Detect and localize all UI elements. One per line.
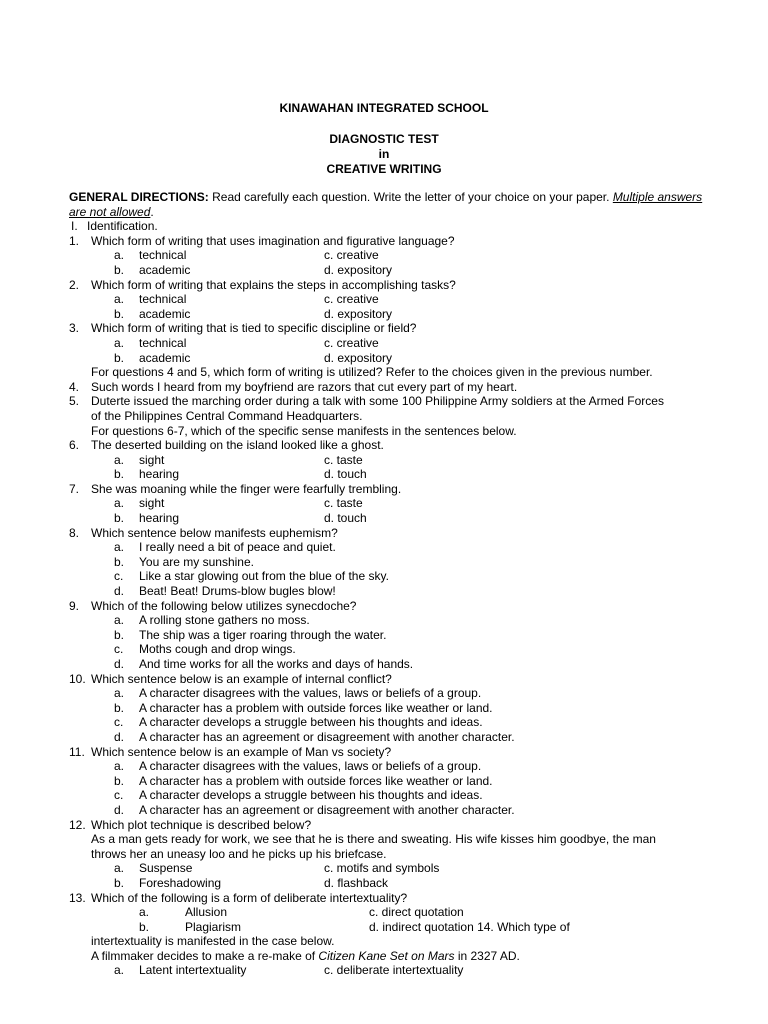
- option-text: c. taste: [324, 452, 363, 467]
- option-text: Latent intertextuality: [139, 963, 247, 978]
- option-letter: b.: [114, 511, 125, 526]
- question-10: [69, 672, 709, 687]
- option-text: Suspense: [139, 861, 193, 876]
- option-letter: a.: [114, 963, 125, 978]
- passage-line: [69, 832, 709, 847]
- question-number: 4.: [69, 379, 80, 394]
- question-12: [69, 818, 709, 833]
- option-text: d. flashback: [324, 875, 389, 890]
- option-letter: b.: [114, 627, 125, 642]
- directions-emphasis: Multiple answers are not allowed: [69, 190, 703, 219]
- option-text: A character has an agreement or disagreement with another character.: [139, 729, 515, 744]
- option-row: [69, 248, 709, 263]
- option-letter: d.: [114, 802, 125, 817]
- document-header: [0, 101, 768, 177]
- question-text: of the Philippines Central Command Headquarters.: [91, 408, 363, 423]
- note-text: For questions 6-7, which of the specific sense manifests in the sentences below.: [91, 423, 517, 438]
- question-text: Which plot technique is described below?: [91, 817, 312, 832]
- option-row: [69, 511, 709, 526]
- passage-text: [91, 949, 520, 964]
- question-text: Such words I heard from my boyfriend are razors that cut every part of my heart.: [91, 379, 518, 394]
- option-row: [69, 351, 709, 366]
- option-letter: a.: [114, 540, 125, 555]
- instruction-note: [69, 365, 709, 380]
- question-text: Which of the following below utilizes synecdoche?: [91, 598, 357, 613]
- question-number: 2.: [69, 277, 80, 292]
- passage-lead: A filmmaker decides to make a re-make of: [91, 948, 319, 963]
- question-9: [69, 599, 709, 614]
- option-text: d. indirect quotation 14. Which type of: [369, 919, 570, 934]
- question-number: 12.: [69, 817, 86, 832]
- option-letter: b.: [114, 262, 125, 277]
- question-number: 7.: [69, 481, 80, 496]
- passage-line: [69, 949, 709, 964]
- test-body: [69, 190, 709, 978]
- question-text: Which form of writing that uses imagination and figurative language?: [91, 233, 455, 248]
- option-text: A character develops a struggle between his thoughts and ideas.: [139, 788, 483, 803]
- option-letter: c.: [114, 569, 124, 584]
- question-text: Which form of writing that explains the steps in accomplishing tasks?: [91, 277, 456, 292]
- note-text: For questions 4 and 5, which form of writing is utilized? Refer to the choices given in the previous number.: [91, 365, 653, 380]
- question-7: [69, 482, 709, 497]
- question-text: The deserted building on the island looked like a ghost.: [91, 438, 384, 453]
- option-row: [69, 642, 709, 657]
- option-text: academic: [139, 306, 191, 321]
- option-letter: a.: [114, 496, 125, 511]
- question-5: [69, 394, 709, 409]
- option-letter: b.: [114, 875, 125, 890]
- option-row: [69, 263, 709, 278]
- option-letter: b.: [139, 919, 150, 934]
- option-row: [69, 774, 709, 789]
- question-text: Duterte issued the marching order during a talk with some 100 Philippine Army soldiers at the Armed Forces: [91, 394, 664, 409]
- option-text: Beat! Beat! Drums-blow bugles blow!: [139, 584, 336, 599]
- passage-line: [69, 847, 709, 862]
- instruction-note: [69, 424, 709, 439]
- test-title: DIAGNOSTIC TEST: [329, 132, 439, 146]
- option-row: [69, 540, 709, 555]
- option-text: hearing: [139, 511, 180, 526]
- option-text: The ship was a tiger roaring through the water.: [139, 627, 387, 642]
- option-letter: c.: [114, 715, 124, 730]
- option-letter: b.: [114, 467, 125, 482]
- question-number: 13.: [69, 890, 86, 905]
- question-number: 6.: [69, 438, 80, 453]
- question-number: 3.: [69, 321, 80, 336]
- option-text: A rolling stone gathers no moss.: [139, 613, 310, 628]
- question-number: 5.: [69, 394, 80, 409]
- question-number: 9.: [69, 598, 80, 613]
- question-5-cont: [69, 409, 709, 424]
- option-text: sight: [139, 452, 165, 467]
- option-row: [69, 453, 709, 468]
- option-text: A character disagrees with the values, laws or beliefs of a group.: [139, 686, 482, 701]
- option-letter: a.: [114, 759, 125, 774]
- option-row: [69, 861, 709, 876]
- option-row: [69, 788, 709, 803]
- question-text: Which form of writing that is tied to specific discipline or field?: [91, 321, 417, 336]
- section-heading: [69, 219, 709, 234]
- film-title: Citizen Kane Set on Mars: [318, 948, 455, 963]
- option-letter: b.: [114, 554, 125, 569]
- option-row: [69, 920, 709, 935]
- option-row: [69, 613, 709, 628]
- option-row: [69, 686, 709, 701]
- option-text: hearing: [139, 467, 180, 482]
- option-letter: b.: [114, 700, 125, 715]
- option-text: c. creative: [324, 292, 379, 307]
- question-number: 1.: [69, 233, 80, 248]
- option-row: [69, 292, 709, 307]
- option-text: Plagiarism: [185, 919, 242, 934]
- question-number: 10.: [69, 671, 86, 686]
- directions-end: .: [150, 204, 154, 219]
- option-text: A character has a problem with outside forces like weather or land.: [139, 700, 493, 715]
- option-row: [69, 628, 709, 643]
- question-2: [69, 278, 709, 293]
- option-row: [69, 701, 709, 716]
- option-row: [69, 584, 709, 599]
- question-text: Which sentence below is an example of internal conflict?: [91, 671, 392, 686]
- option-text: And time works for all the works and days of hands.: [139, 657, 414, 671]
- option-row: [69, 307, 709, 322]
- question-3: [69, 321, 709, 336]
- passage-text: As a man gets ready for work, we see that he is there and sweating. His wife kisses him goodbye, the man: [91, 832, 656, 847]
- option-row: [69, 963, 709, 978]
- option-text: A character has an agreement or disagreement with another character.: [139, 802, 515, 817]
- option-row: [69, 876, 709, 891]
- option-text: sight: [139, 496, 165, 511]
- option-text: c. creative: [324, 248, 379, 263]
- option-text: technical: [139, 292, 187, 307]
- option-text: c. taste: [324, 496, 363, 511]
- option-letter: a.: [114, 248, 125, 263]
- question-11: [69, 745, 709, 760]
- option-row: [69, 657, 709, 672]
- option-letter: a.: [114, 335, 125, 350]
- directions-text: Read carefully each question. Write the letter of your choice on your paper.: [208, 190, 613, 204]
- option-text: Moths cough and drop wings.: [139, 642, 296, 657]
- option-row: [69, 569, 709, 584]
- general-directions: [69, 190, 709, 219]
- question-6: [69, 438, 709, 453]
- option-text: c. creative: [324, 335, 379, 350]
- option-text: technical: [139, 248, 187, 263]
- school-name: KINAWAHAN INTEGRATED SCHOOL: [279, 101, 489, 115]
- question-number: 8.: [69, 525, 80, 540]
- option-letter: a.: [114, 452, 125, 467]
- option-letter: a.: [114, 613, 125, 628]
- question-text: Which of the following is a form of deliberate intertextuality?: [91, 890, 408, 905]
- option-row: [69, 555, 709, 570]
- option-text: technical: [139, 335, 187, 350]
- option-row: [69, 803, 709, 818]
- option-text: A character disagrees with the values, laws or beliefs of a group.: [139, 759, 482, 774]
- option-text: d. touch: [324, 511, 367, 526]
- section-roman: I.: [71, 219, 78, 234]
- option-row: [69, 759, 709, 774]
- passage-text: throws her an uneasy loo and he picks up his briefcase.: [91, 846, 387, 861]
- question-text: Which sentence below manifests euphemism?: [91, 525, 338, 540]
- option-row: [69, 336, 709, 351]
- option-row: [69, 715, 709, 730]
- option-row: [69, 467, 709, 482]
- option-letter: c.: [114, 788, 124, 803]
- option-text: d. expository: [324, 350, 393, 365]
- question-8: [69, 526, 709, 541]
- option-letter: b.: [114, 773, 125, 788]
- option-text: Like a star glowing out from the blue of the sky.: [139, 569, 389, 584]
- section-title: Identification.: [87, 219, 158, 234]
- option-letter: c.: [114, 642, 124, 657]
- question-text: Which sentence below is an example of Man vs society?: [91, 744, 392, 759]
- option-text: Foreshadowing: [139, 875, 222, 890]
- option-letter: d.: [114, 584, 125, 599]
- option-row: [69, 730, 709, 745]
- question-14-cont: [69, 934, 709, 949]
- option-text: academic: [139, 262, 191, 277]
- option-text: c. motifs and symbols: [324, 861, 440, 876]
- option-letter: b.: [114, 306, 125, 321]
- option-letter: a.: [114, 686, 125, 701]
- question-text: intertextuality is manifested in the case below.: [91, 934, 335, 949]
- option-text: A character has a problem with outside forces like weather or land.: [139, 773, 493, 788]
- option-letter: a.: [114, 861, 125, 876]
- option-text: d. expository: [324, 306, 393, 321]
- option-text: c. deliberate intertextuality: [324, 963, 464, 978]
- option-text: You are my sunshine.: [139, 554, 254, 569]
- option-letter: b.: [114, 350, 125, 365]
- option-letter: a.: [139, 905, 150, 920]
- question-4: [69, 380, 709, 395]
- option-row: [69, 905, 709, 920]
- test-in: in: [378, 147, 390, 161]
- option-text: d. expository: [324, 262, 393, 277]
- question-13: [69, 891, 709, 906]
- option-letter: d.: [114, 657, 125, 671]
- passage-tail: in 2327 AD.: [454, 948, 520, 963]
- option-text: c. direct quotation: [369, 905, 464, 920]
- subject-title: CREATIVE WRITING: [326, 162, 442, 176]
- directions-label: GENERAL DIRECTIONS:: [69, 190, 209, 204]
- option-text: d. touch: [324, 467, 367, 482]
- question-text: She was moaning while the finger were fearfully trembling.: [91, 481, 402, 496]
- option-text: academic: [139, 350, 191, 365]
- option-letter: d.: [114, 729, 125, 744]
- question-number: 11.: [69, 744, 85, 759]
- option-text: Allusion: [185, 905, 228, 920]
- option-row: [69, 496, 709, 511]
- option-text: A character develops a struggle between his thoughts and ideas.: [139, 715, 483, 730]
- option-letter: a.: [114, 292, 125, 307]
- option-text: I really need a bit of peace and quiet.: [139, 540, 336, 555]
- question-1: [69, 234, 709, 249]
